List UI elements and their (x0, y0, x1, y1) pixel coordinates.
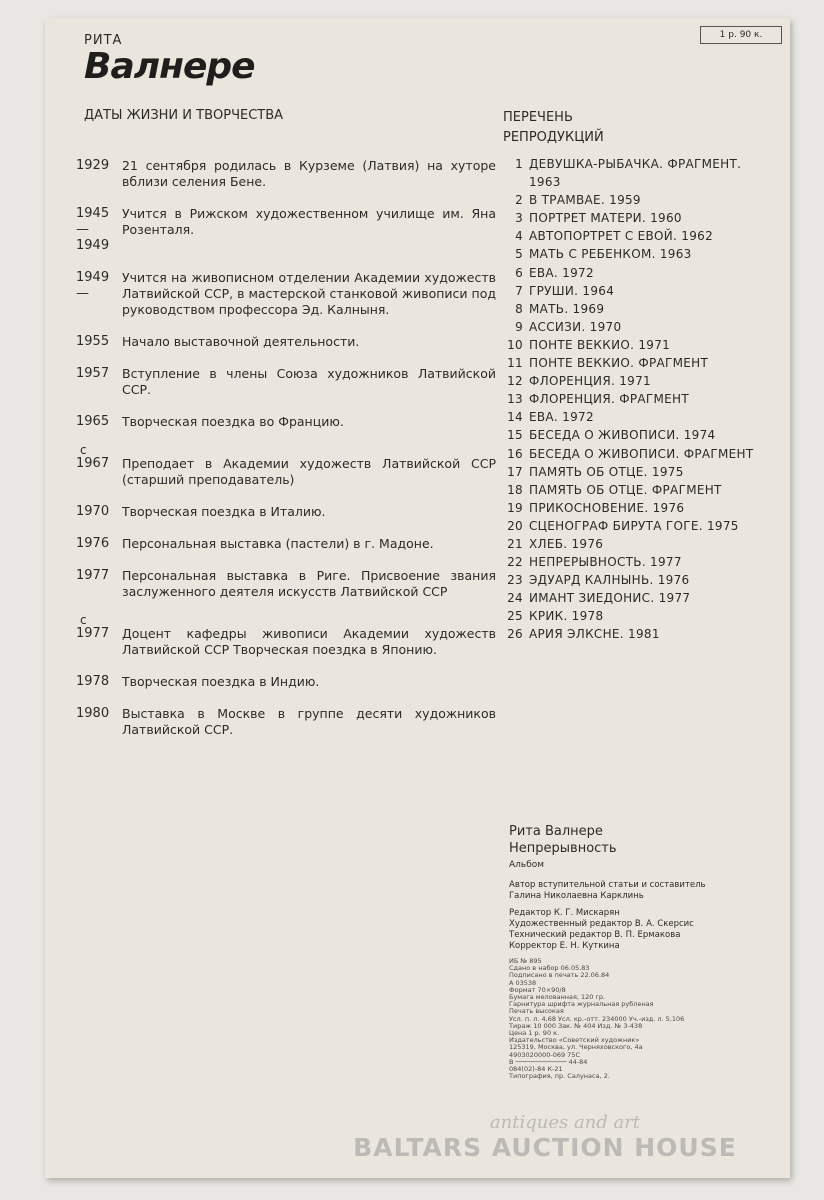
colophon-line: Галина Николаевна Карклинь (509, 891, 644, 901)
reproduction-number: 4 (515, 229, 523, 244)
reproduction-title: ПАМЯТЬ ОБ ОТЦЕ. ФРАГМЕНТ (529, 482, 722, 497)
reproduction-number: 13 (507, 392, 523, 407)
reproduction-item (503, 481, 773, 499)
reproduction-title: ПОНТЕ ВЕККИО. ФРАГМЕНТ (529, 356, 709, 371)
reproduction-title: АВТОПОРТРЕТ С ЕВОЙ. 1962 (529, 229, 714, 244)
colophon-line: Издательство «Советский художник» (509, 1036, 640, 1045)
chronology-year: 1978 (76, 674, 110, 689)
reproduction-number: 14 (507, 410, 523, 425)
chronology-year: 1957 (76, 366, 110, 381)
reproduction-title: АССИЗИ. 1970 (529, 319, 622, 334)
colophon-line: Корректор Е. Н. Куткина (509, 941, 620, 951)
reproduction-number: 18 (507, 482, 523, 497)
colophon-line: В ───────────── 44-84 (509, 1057, 588, 1066)
colophon-line: Художественный редактор В. А. Скерсис (509, 919, 694, 929)
reproduction-title: МАТЬ С РЕБЕНКОМ. 1963 (529, 247, 692, 262)
chronology-year: 1977 (76, 626, 110, 641)
reproduction-number: 22 (507, 555, 523, 570)
chronology-text: Персональная выставка в Риге. Присвоение звания заслуженного деятеля искусств Латвийской ССР (122, 568, 496, 599)
reproduction-title: ИМАНТ ЗИЕДОНИС. 1977 (529, 591, 691, 606)
reproduction-item (503, 625, 773, 643)
chronology-year: 1980 (76, 706, 110, 721)
reproduction-title: ПРИКОСНОВЕНИЕ. 1976 (529, 500, 685, 515)
reproduction-number: 23 (507, 573, 523, 588)
reproduction-item (503, 553, 773, 571)
chronology-entry (76, 414, 496, 430)
reproduction-item (503, 300, 773, 318)
reproduction-item (503, 264, 773, 282)
chronology-entry (76, 504, 496, 520)
chronology-year: 1970 (76, 504, 110, 519)
chronology-text: Вступление в члены Союза художников Латвийской ССР. (122, 366, 496, 397)
reproduction-number: 8 (515, 301, 523, 316)
reproduction-title: В ТРАМВАЕ. 1959 (529, 193, 641, 208)
reproduction-title: ЕВА. 1972 (529, 410, 594, 425)
reproduction-title: ФЛОРЕНЦИЯ. ФРАГМЕНТ (529, 392, 689, 407)
chronology-text: Учится на живописном отделении Академии художеств Латвийской ССР, в мастерской станковой живописи под руководством профессора Эд. Калныня. (122, 270, 496, 317)
reproduction-number: 9 (515, 319, 523, 334)
chronology-entry (76, 674, 496, 690)
chronology-entry (76, 706, 496, 738)
reproduction-item (503, 499, 773, 517)
reproduction-title: БЕСЕДА О ЖИВОПИСИ. 1974 (529, 428, 716, 443)
chronology-text: Творческая поездка во Францию. (122, 414, 344, 429)
colophon-line: Технический редактор В. П. Ермакова (509, 930, 681, 940)
reproduction-item (503, 463, 773, 481)
chronology-text: 21 сентября родилась в Курземе (Латвия) на хуторе вблизи селения Бене. (122, 158, 496, 189)
chronology-heading: ДАТЫ ЖИЗНИ И ТВОРЧЕСТВА (84, 108, 284, 123)
reproduction-item (503, 426, 773, 444)
colophon-line: Сдано в набор 06.05.83 (509, 964, 590, 973)
watermark-top: antiques and art (489, 1112, 641, 1133)
author-first-name: РИТА (84, 33, 123, 48)
chronology-year: 1967 (76, 456, 110, 471)
colophon-line: Усл. п. л. 4,68 Усл. кр.-отт. 234000 Уч.-изд. л. 5,106 (509, 1014, 685, 1023)
colophon-line: 084(02)-84 К-21 (509, 1065, 563, 1074)
colophon-line: ИБ № 895 (509, 957, 542, 965)
reproduction-title: ГРУШИ. 1964 (529, 283, 615, 298)
chronology-year: 1976 (76, 536, 110, 551)
reproduction-number: 5 (515, 247, 523, 262)
reproduction-title: ХЛЕБ. 1976 (529, 536, 604, 551)
chronology-year: 1965 (76, 414, 110, 429)
reproduction-item (503, 535, 773, 553)
reproduction-title: ПОРТРЕТ МАТЕРИ. 1960 (529, 211, 682, 226)
reproduction-number: 25 (507, 609, 523, 624)
reproduction-title: ЕВА. 1972 (529, 265, 594, 280)
reproduction-number: 15 (507, 428, 523, 443)
reproduction-number: 19 (507, 500, 523, 515)
colophon-author: Рита Валнере (509, 824, 603, 839)
reproduction-item (503, 318, 773, 336)
reproduction-title: ЭДУАРД КАЛНЫНЬ. 1976 (529, 573, 690, 588)
colophon-print-details (509, 958, 789, 1080)
reproduction-number: 2 (515, 193, 523, 208)
reproduction-item (503, 589, 773, 607)
reproduction-number: 11 (507, 356, 523, 371)
chronology-text: Персональная выставка (пастели) в г. Мадоне. (122, 536, 434, 551)
reproductions-list (503, 155, 773, 644)
chronology-text: Выставка в Москве в группе десяти художников Латвийской ССР. (122, 706, 496, 737)
reproduction-title: ДЕВУШКА-РЫБАЧКА. ФРАГМЕНТ. 1963 (529, 157, 742, 190)
reproduction-number: 10 (507, 337, 523, 352)
reproductions-heading-line2: РЕПРОДУКЦИЙ (503, 130, 604, 145)
reproduction-title: БЕСЕДА О ЖИВОПИСИ. ФРАГМЕНТ (529, 446, 754, 461)
reproduction-item (503, 191, 773, 209)
chronology-text: Учится в Рижском художественном училище им. Яна Розенталя. (122, 206, 496, 237)
reproduction-title: СЦЕНОГРАФ БИРУТА ГОГЕ. 1975 (529, 518, 739, 533)
colophon-line: Бумага мелованная, 120 гр. (509, 993, 606, 1002)
colophon-line: А 03538 (509, 978, 537, 987)
reproduction-item (503, 245, 773, 263)
chronology-text: Начало выставочной деятельности. (122, 334, 360, 349)
reproduction-number: 12 (507, 374, 523, 389)
reproduction-title: ПОНТЕ ВЕККИО. 1971 (529, 337, 671, 352)
chronology-entry (76, 334, 496, 350)
reproduction-item (503, 336, 773, 354)
colophon-line: Гарнитура шрифта журнальная рубленая (509, 1000, 654, 1009)
chronology-text: Творческая поездка в Италию. (122, 504, 326, 519)
chronology-prefix: с (80, 613, 87, 627)
reproduction-number: 24 (507, 591, 523, 606)
colophon-line: 125319, Москва, ул. Черняховского, 4а (509, 1043, 643, 1052)
chronology-list (76, 158, 496, 754)
reproduction-title: НЕПРЕРЫВНОСТЬ. 1977 (529, 555, 682, 570)
colophon (509, 823, 789, 1080)
reproduction-number: 3 (515, 211, 523, 226)
chronology-year: 1977 (76, 568, 110, 583)
colophon-line: Цена 1 р. 90 к. (509, 1029, 560, 1038)
colophon-line: Формат 70×90/8 (509, 985, 566, 994)
reproduction-item (503, 571, 773, 589)
colophon-line: Автор вступительной статьи и составитель (509, 880, 706, 890)
reproduction-item (503, 390, 773, 408)
chronology-year: 1945—1949 (76, 206, 110, 253)
price-box: 1 р. 90 к. (700, 26, 782, 44)
reproduction-item (503, 445, 773, 463)
reproduction-title: АРИЯ ЭЛКСНЕ. 1981 (529, 627, 660, 642)
colophon-title: Непрерывность (509, 841, 617, 856)
reproduction-title: КРИК. 1978 (529, 609, 604, 624)
colophon-line: Тираж 10 000 Зак. № 404 Изд. № 3-438 (509, 1021, 643, 1030)
chronology-entry (76, 613, 496, 658)
reproduction-item (503, 155, 773, 191)
reproduction-number: 16 (507, 446, 523, 461)
reproduction-number: 26 (507, 627, 523, 642)
reproduction-item (503, 354, 773, 372)
chronology-text: Преподает в Академии художеств Латвийской ССР (старший преподаватель) (122, 456, 496, 487)
colophon-editors (509, 908, 789, 952)
colophon-line: Редактор К. Г. Мискарян (509, 908, 620, 918)
reproduction-title: ФЛОРЕНЦИЯ. 1971 (529, 374, 651, 389)
colophon-line: Печать высокая (509, 1007, 564, 1016)
reproduction-item (503, 227, 773, 245)
watermark-bottom: BALTARS AUCTION HOUSE (353, 1133, 737, 1162)
reproduction-title: ПАМЯТЬ ОБ ОТЦЕ. 1975 (529, 464, 684, 479)
reproduction-number: 6 (515, 265, 523, 280)
colophon-line: Типография, пр. Салунаса, 2. (509, 1072, 610, 1081)
chronology-entry (76, 443, 496, 488)
auction-watermark (345, 1112, 745, 1162)
reproduction-number: 21 (507, 536, 523, 551)
colophon-line: Подписано в печать 22.06.84 (509, 971, 610, 980)
chronology-year: 1929 (76, 158, 110, 173)
chronology-text: Доцент кафедры живописи Академии художеств Латвийской ССР Творческая поездка в Японию. (122, 626, 496, 657)
colophon-subtitle: Альбом (509, 860, 545, 870)
chronology-entry (76, 366, 496, 398)
reproduction-item (503, 372, 773, 390)
colophon-credits (509, 880, 789, 902)
reproduction-number: 7 (515, 283, 523, 298)
chronology-year: 1949— (76, 270, 110, 301)
chronology-prefix: с (80, 443, 87, 457)
chronology-year: 1955 (76, 334, 110, 349)
reproduction-title: МАТЬ. 1969 (529, 301, 605, 316)
reproductions-heading (503, 108, 604, 148)
reproduction-item (503, 607, 773, 625)
chronology-entry (76, 270, 496, 318)
chronology-entry (76, 568, 496, 600)
reproductions-heading-line1: ПЕРЕЧЕНЬ (503, 110, 573, 125)
colophon-line: 4903020000-069 75С (509, 1050, 580, 1059)
chronology-entry (76, 158, 496, 190)
author-last-name: Валнере (84, 46, 255, 87)
reproduction-item (503, 282, 773, 300)
reproduction-number: 17 (507, 464, 523, 479)
reproduction-item (503, 517, 773, 535)
reproduction-item (503, 408, 773, 426)
chronology-entry (76, 206, 496, 254)
chronology-text: Творческая поездка в Индию. (122, 674, 320, 689)
reproduction-item (503, 209, 773, 227)
reproduction-number: 20 (507, 518, 523, 533)
reproduction-number: 1 (515, 157, 523, 171)
chronology-entry (76, 536, 496, 552)
